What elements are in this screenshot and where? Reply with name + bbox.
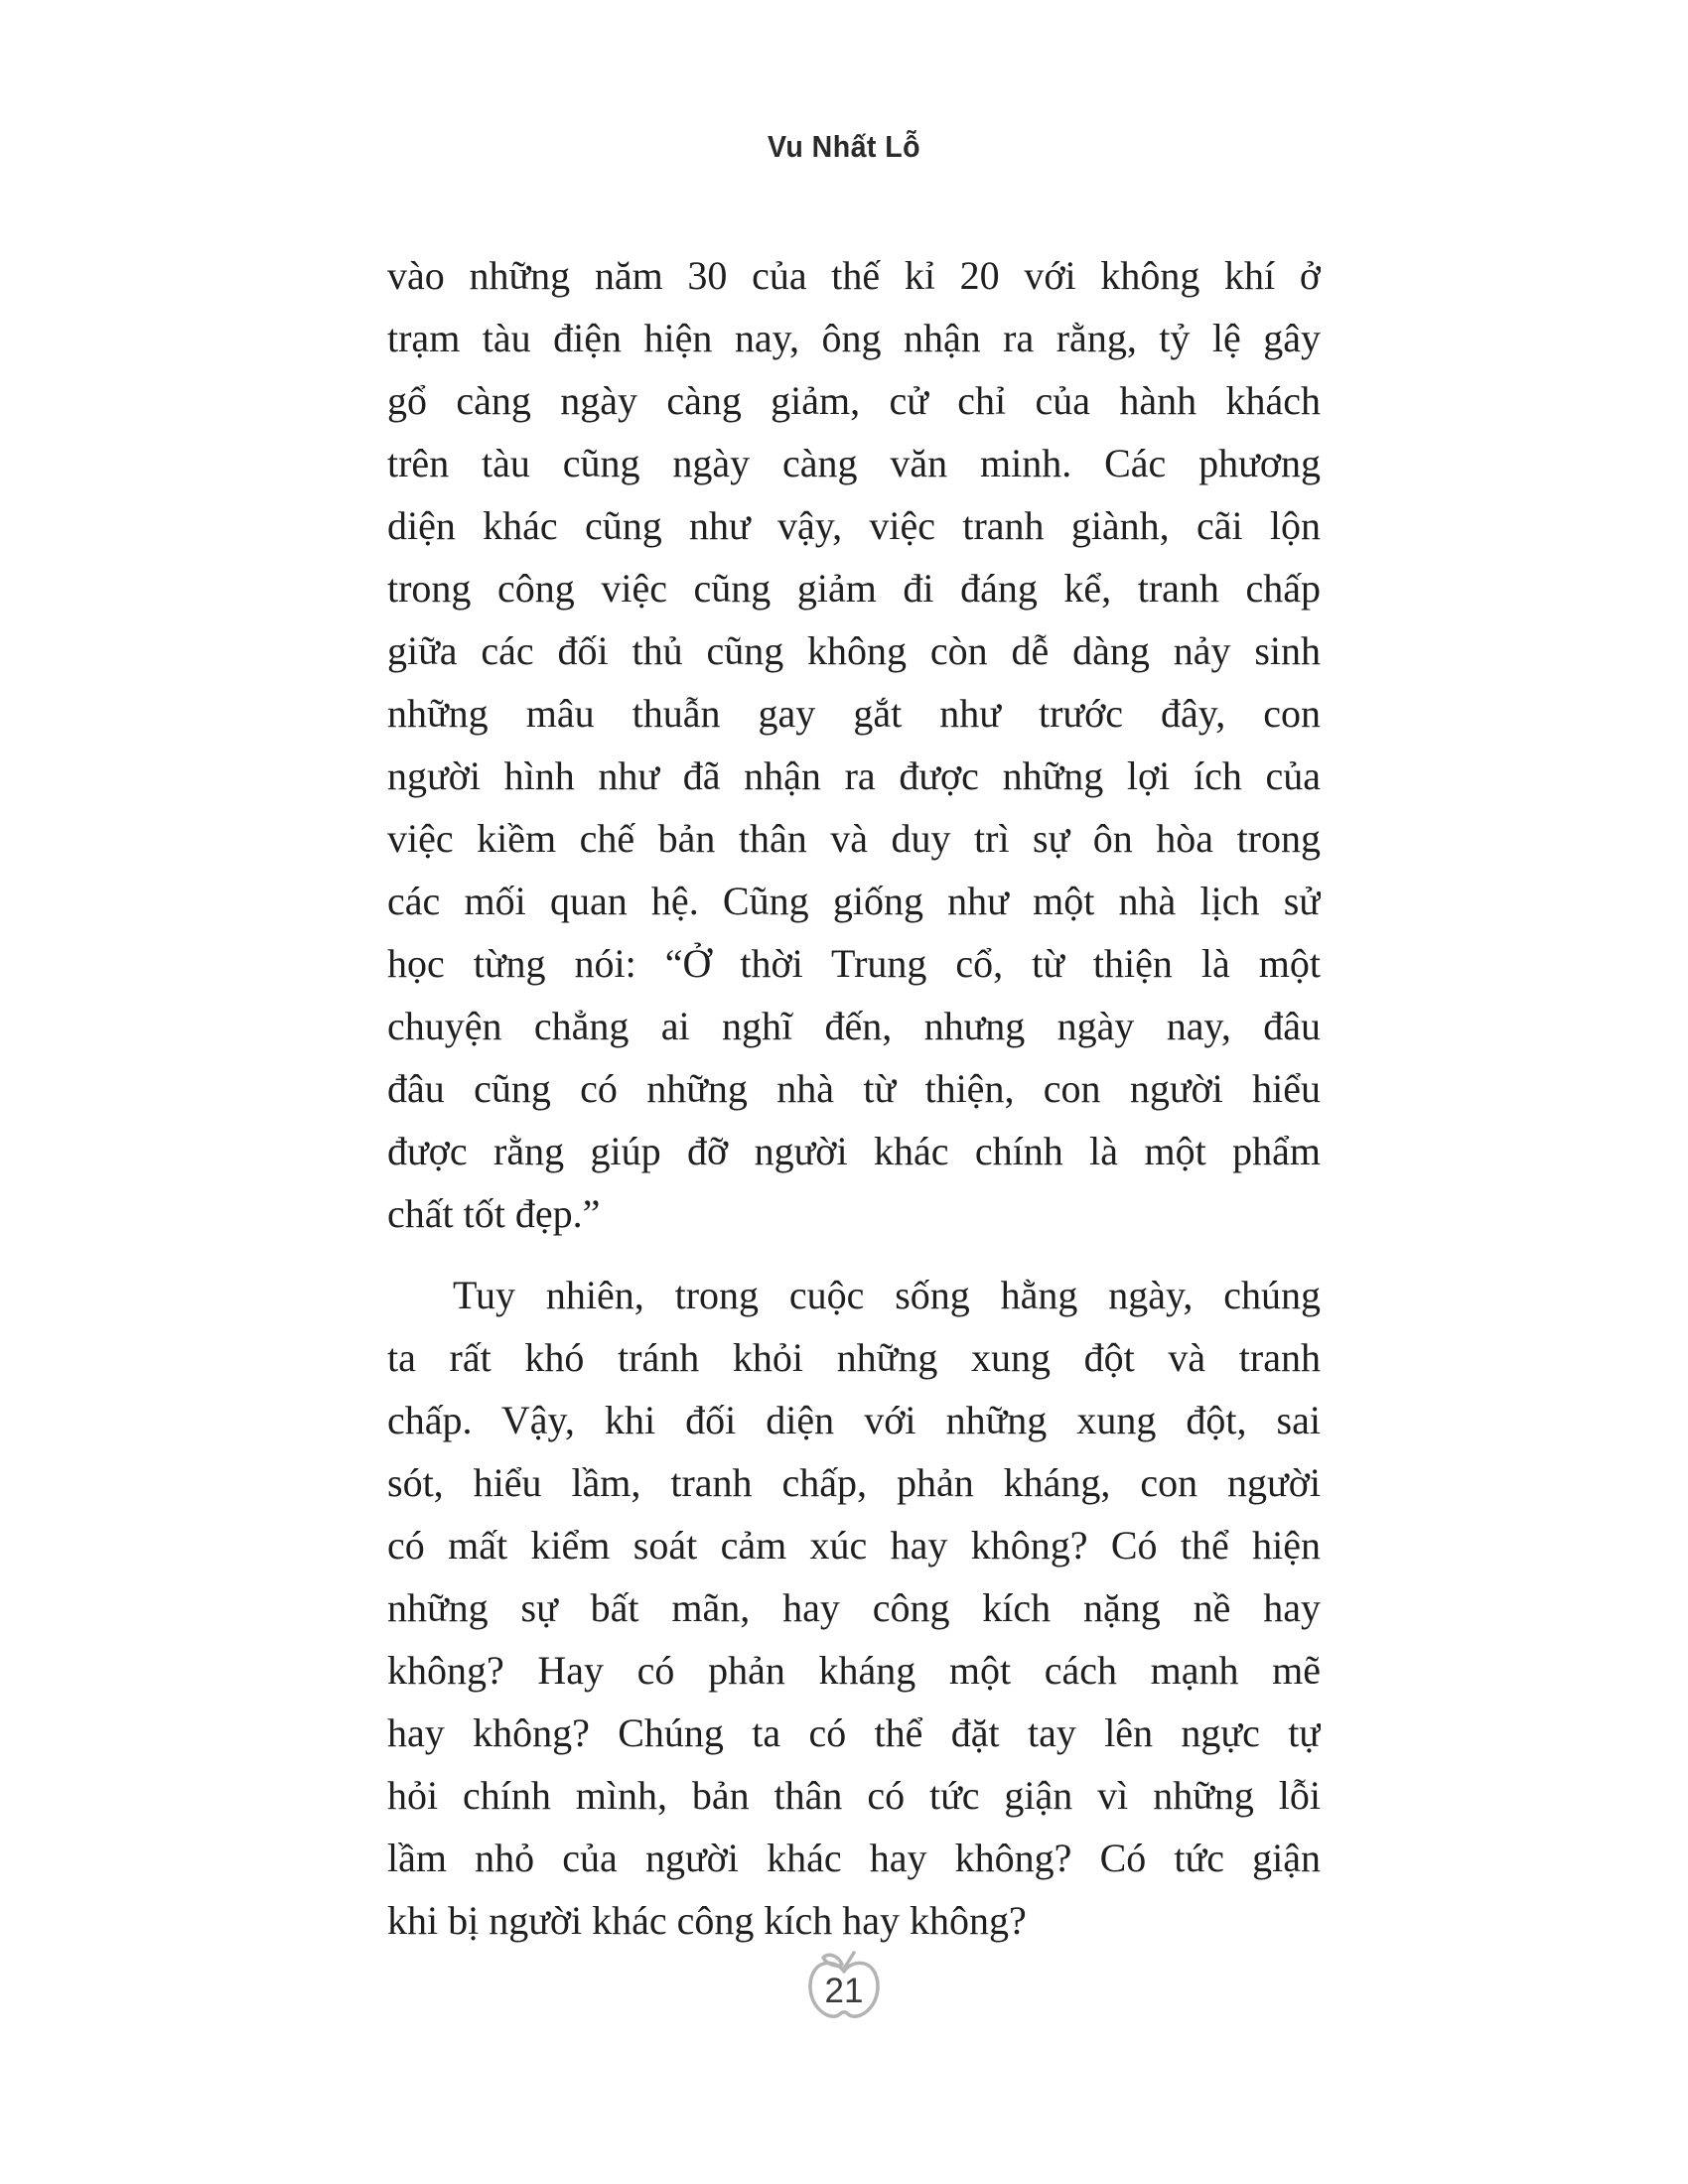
text-line: gổ càng ngày càng giảm, cử chỉ của hành khách <box>387 378 1321 423</box>
page-number: 21 <box>824 1972 864 2010</box>
text-line: được rằng giúp đỡ người khác chính là một phẩm <box>387 1129 1321 1173</box>
text-line: các mối quan hệ. Cũng giống như một nhà lịch sử <box>387 879 1321 923</box>
text-line: trong công việc cũng giảm đi đáng kể, tranh chấp <box>387 566 1321 611</box>
text-line: lầm nhỏ của người khác hay không? Có tức giận <box>387 1836 1321 1880</box>
body-text <box>387 244 1321 1952</box>
text-line: học từng nói: “Ở thời Trung cổ, từ thiện là một <box>387 941 1321 986</box>
text-line: người hình như đã nhận ra được những lợi ích của <box>387 753 1321 798</box>
text-line: trạm tàu điện hiện nay, ông nhận ra rằng, tỷ lệ gây <box>387 316 1321 360</box>
text-line: hỏi chính mình, bản thân có tức giận vì những lỗi <box>387 1773 1321 1818</box>
text-line: ta rất khó tránh khỏi những xung đột và tranh <box>387 1335 1321 1380</box>
text-line: những mâu thuẫn gay gắt như trước đây, con <box>387 691 1321 736</box>
text-line: chuyện chẳng ai nghĩ đến, nhưng ngày nay, đâu <box>387 1004 1321 1048</box>
page-number-ornament <box>803 1948 885 2027</box>
text-line: những sự bất mãn, hay công kích nặng nề hay <box>387 1585 1321 1630</box>
text-line: sót, hiểu lầm, tranh chấp, phản kháng, con người <box>387 1460 1321 1505</box>
text-line: không? Hay có phản kháng một cách mạnh mẽ <box>387 1648 1321 1693</box>
paragraph-2 <box>387 1264 1321 1952</box>
text-line: hay không? Chúng ta có thể đặt tay lên ngực tự <box>387 1710 1321 1755</box>
text-line: việc kiềm chế bản thân và duy trì sự ôn hòa trong <box>387 816 1321 861</box>
text-line: có mất kiểm soát cảm xúc hay không? Có thể hiện <box>387 1523 1321 1568</box>
text-line: khi bị người khác công kích hay không? <box>387 1898 1027 1943</box>
text-line: diện khác cũng như vậy, việc tranh giành, cãi lộn <box>387 503 1321 548</box>
text-line: chất tốt đẹp.” <box>387 1191 601 1236</box>
paragraph-1 <box>387 244 1321 1245</box>
text-line: chấp. Vậy, khi đối diện với những xung đột, sai <box>387 1398 1321 1442</box>
text-line: vào những năm 30 của thế kỉ 20 với không khí ở <box>387 253 1321 298</box>
text-line: Tuy nhiên, trong cuộc sống hằng ngày, chúng <box>453 1273 1321 1317</box>
running-header-author: Vu Nhất Lỗ <box>767 129 921 164</box>
text-line: đâu cũng có những nhà từ thiện, con người hiểu <box>387 1066 1321 1111</box>
text-line: giữa các đối thủ cũng không còn dễ dàng nảy sinh <box>387 628 1321 673</box>
text-line: trên tàu cũng ngày càng văn minh. Các phương <box>387 441 1321 485</box>
